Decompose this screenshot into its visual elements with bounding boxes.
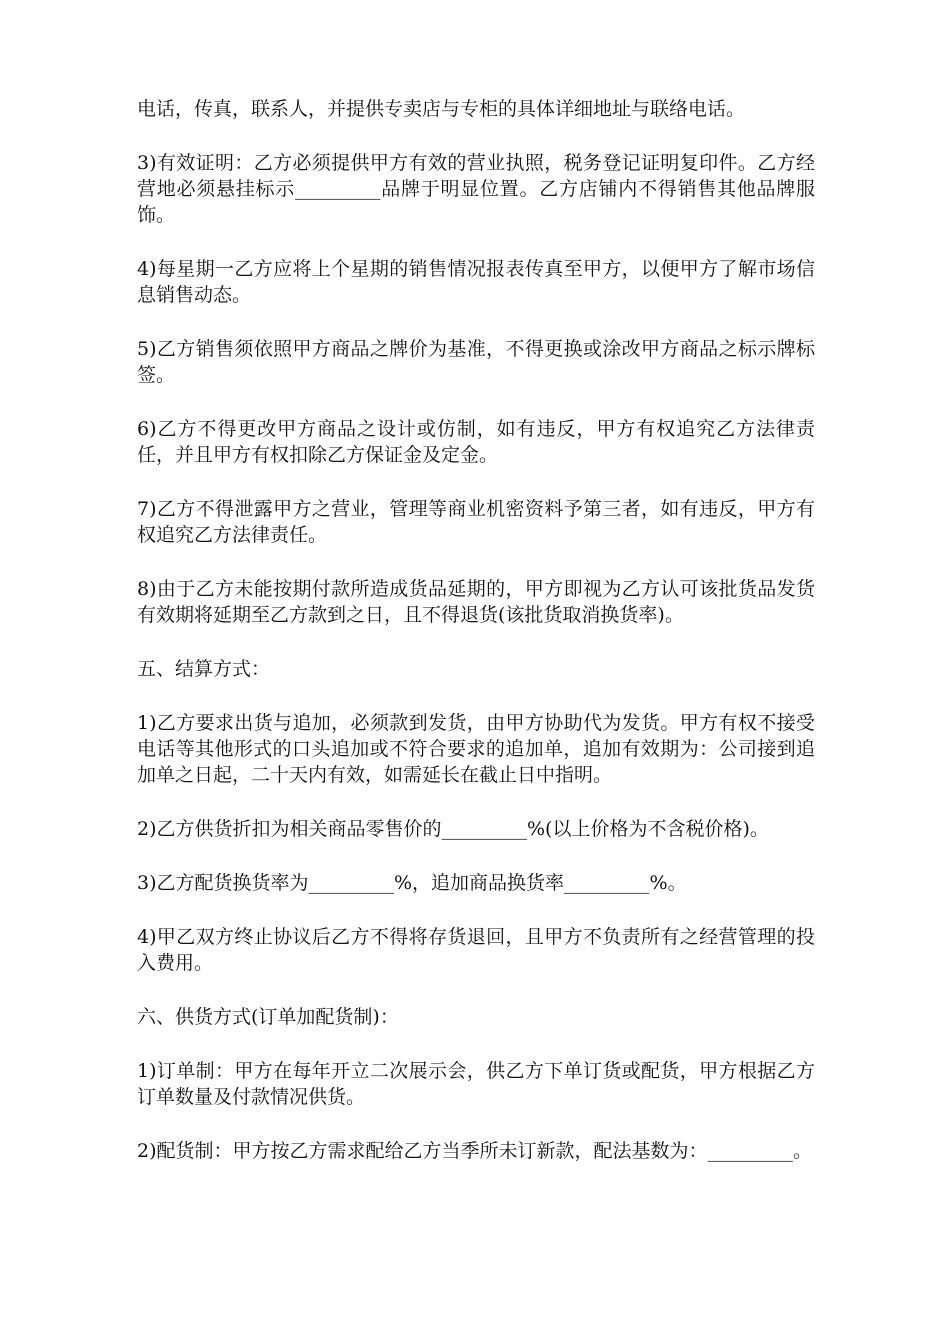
paragraph-valid-certificate: 3)有效证明：乙方必须提供甲方有效的营业执照，税务登记证明复印件。乙方经营地必须悬挂标示_________品牌于明显位置。乙方店铺内不得销售其他品牌服饰。: [137, 152, 815, 226]
document-body: [137, 96, 815, 1192]
paragraph-termination: 4)甲乙双方终止协议后乙方不得将存货退回，且甲方不负责所有之经营管理的投入费用。: [137, 926, 815, 974]
paragraph-design: 6)乙方不得更改甲方商品之设计或仿制，如有违反，甲方有权追究乙方法律责任，并且甲方有权扣除乙方保证金及定金。: [137, 418, 815, 466]
paragraph-allocation-system: 2)配货制：甲方按乙方需求配给乙方当季所未订新款，配法基数为：_________。: [137, 1140, 813, 1162]
paragraph-confidentiality: 7)乙方不得泄露甲方之营业，管理等商业机密资料予第三者，如有违反，甲方有权追究乙方法律责任。: [137, 498, 815, 546]
paragraph-shipment: 1)乙方要求出货与追加，必须款到发货，由甲方协助代为发货。甲方有权不接受电话等其他形式的口头追加或不符合要求的追加单，追加有效期为：公司接到追加单之日起，二十天内有效，如需延长在截止日中指明。: [137, 712, 815, 786]
paragraph-contact-info: 电话，传真，联系人，并提供专卖店与专柜的具体详细地址与联络电话。: [137, 98, 746, 120]
section-heading-supply: 六、供货方式(订单加配货制)：: [137, 1006, 399, 1028]
paragraph-late-payment: 8)由于乙方未能按期付款所造成货品延期的，甲方即视为乙方认可该批货品发货有效期将延期至乙方款到之日，且不得退货(该批货取消换货率)。: [137, 578, 815, 626]
paragraph-weekly-report: 4)每星期一乙方应将上个星期的销售情况报表传真至甲方，以便甲方了解市场信息销售动态。: [137, 258, 815, 306]
paragraph-discount: 2)乙方供货折扣为相关商品零售价的_________%(以上价格为不含税价格)。: [137, 818, 769, 840]
paragraph-exchange-rate: 3)乙方配货换货率为_________%，追加商品换货率_________%。: [137, 872, 687, 894]
paragraph-order-system: 1)订单制：甲方在每年开立二次展示会，供乙方下单订货或配货，甲方根据乙方订单数量及付款情况供货。: [137, 1060, 815, 1108]
section-heading-settlement: 五、结算方式：: [137, 658, 271, 680]
paragraph-pricing: 5)乙方销售须依照甲方商品之牌价为基准，不得更换或涂改甲方商品之标示牌标签。: [137, 338, 815, 386]
